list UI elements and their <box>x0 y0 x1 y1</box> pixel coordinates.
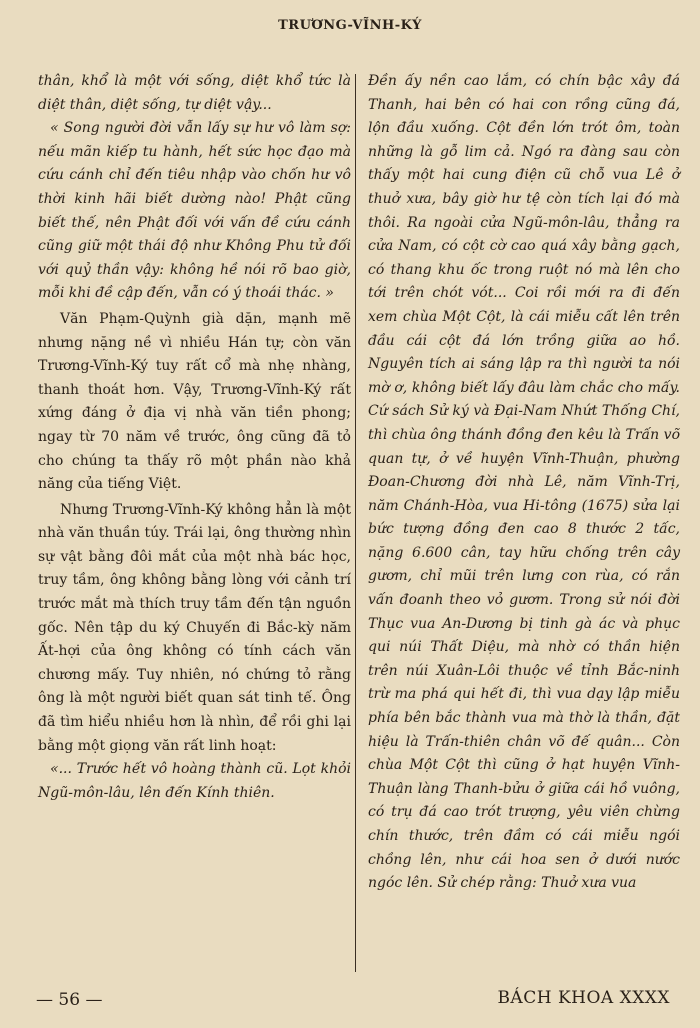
left-column <box>38 70 351 805</box>
publication-name: BÁCH KHOA XXXX <box>497 988 670 1008</box>
quote-paragraph: « Song người đời vẫn lấy sự hư vô làm sợ: nếu mãn kiếp tu hành, hết sức học đạo mà cứu cánh chỉ đến tiêu nhập vào chốn hư vô thời kinh hãi biết dường nào! Phật cũng biết thế, nên Phật đối với vấn đề cứu cánh cũng giữ một thái độ như Không Phu tử đối với quỷ thần vậy: không hề nói rõ bao giờ, mỗi khi đề cập đến, vẫn có ý thoái thác. » <box>38 120 351 302</box>
page-number: — 56 — <box>36 990 103 1010</box>
column-divider <box>355 74 356 972</box>
paragraph: Văn Phạm-Quỳnh già dặn, mạnh mẽ nhưng nặng nề vì nhiều Hán tự; còn văn Trương-Vĩnh-Ký tuy rất cổ mà nhẹ nhàng, thanh thoát hơn. Vậy, Trương-Vĩnh-Ký rất xứng đáng ở địa vị nhà văn tiền phong; ngay từ 70 năm về trước, ông cũng đã tỏ cho chúng ta thấy rõ một phần nào khả năng của tiếng Việt. <box>38 310 351 493</box>
paragraph: Nhưng Trương-Vĩnh-Ký không hẳn là một nhà văn thuần túy. Trái lại, ông thường nhìn sự vật bằng đôi mắt của một nhà bác học, truy tầm, ông không bằng lòng với cảnh trí trước mắt mà thích truy tầm đến tận nguồn gốc. Nên tập du ký Chuyến đi Bắc-kỳ năm Ất-hợi của ông không có tính cách văn chương mấy. Tuy nhiên, nó chứng tỏ rằng ông là một người biết quan sát tinh tế. Ông đã tìm hiểu nhiều hơn là nhìn, để rồi ghi lại bằng một giọng văn rất linh hoạt: <box>38 501 351 754</box>
quote-paragraph: Đền ấy nền cao lắm, có chín bậc xây đá Thanh, hai bên có hai con rồng cũng đá, lộn đầu xuống. Cột đền lớn trót ôm, toàn những là gỗ lim cả. Ngó ra đàng sau còn thấy một hai cung điện cũ chỗ vua Lê ở thuở xưa, bây giờ hư tệ còn tích lại đó mà thôi. Ra ngoài cửa Ngũ-môn-lâu, thẳng ra cửa Nam, có cột cờ cao quá xây bằng gạch, có thang khu ốc trong ruột nó mà lên cho tới trên chót vót... Coi rồi mới ra đi đến xem chùa Một Cột, là cái miễu cất lên trên đầu cái cột đá lớn trồng giữa ao hồ. Nguyên tích ai sáng lập ra thì người ta nói mờ ơ, không biết lấy đâu làm chắc cho mấy. Cứ sách Sử ký và Đại-Nam Nhứt Thống Chí, thì chùa ông thánh đồng đen kêu là Trấn võ quan tự, ở về huyện Vĩnh-Thuận, phường Đoan-Chương đời nhà Lê, năm Vĩnh-Trị, năm Chánh-Hòa, vua Hi-tông (1675) sửa lại bức tượng đồng đen cao 8 thước 2 tấc, nặng 6.600 cân, tay hữu chống trên cây gươm, chỉ mũi trên lưng con rùa, có rắn vấn đoanh theo vỏ gươm. Trong sử nói đời Thục vua An-Dương bị tinh gà ác và phục qui núi Thất Diệu, mà nhờ có thần hiện trên núi Xuân-Lôi thuộc về tỉnh Bắc-ninh trừ ma phá qui hết đi, thì vua dạy lập miễu phía bên bắc thành vua mà thờ là thần, đặt hiệu là Trấn-thiên chân võ đế quân... Còn chùa Một Cột thì cũng ở hạt huyện Vĩnh-Thuận làng Thanh-bửu ở giữa cái hồ vuông, có trụ đá cao trót trượng, yêu viên chừng chín thước, trên đầm có cái miễu ngói chồng lên, như cái hoa sen ở dưới nước ngóc lên. Sử chép rằng: Thuở xưa vua <box>368 73 680 892</box>
paragraph: thân, khổ là một với sống, diệt khổ tức là diệt thân, diệt sống, tự diệt vậy... <box>38 73 351 113</box>
right-column <box>368 70 680 896</box>
running-header: TRƯƠNG-VĨNH-KÝ <box>278 18 422 33</box>
quote-paragraph: «... Trước hết vô hoàng thành cũ. Lọt khỏi Ngũ-môn-lâu, lên đến Kính thiên. <box>38 761 351 801</box>
